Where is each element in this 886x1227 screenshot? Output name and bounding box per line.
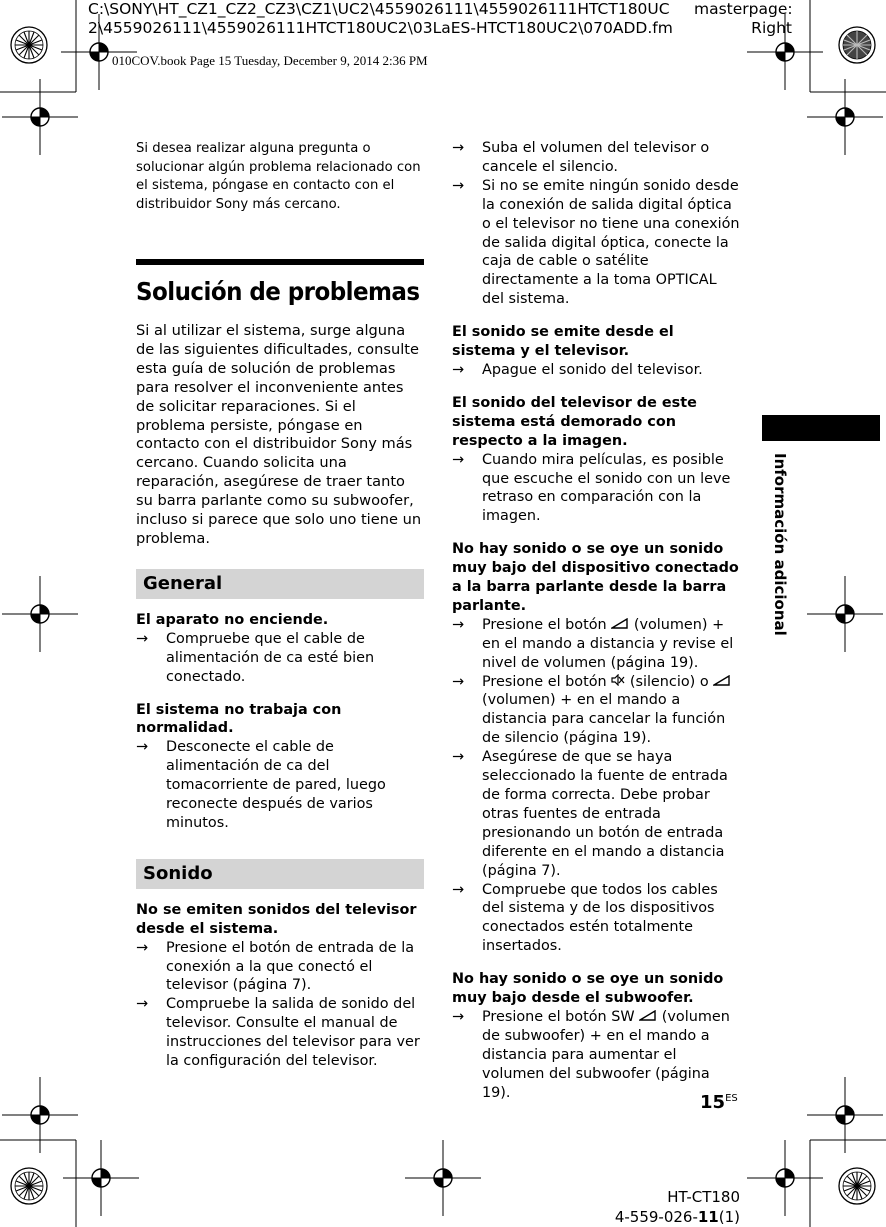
model-code-bold: 11 <box>697 1208 719 1226</box>
masterpage-value: Right <box>751 19 792 37</box>
model-name: HT-CT180 <box>667 1188 740 1206</box>
arrow-icon: → <box>136 996 149 1013</box>
question-heading: El sonido se emite desde el sistema y el televisor. <box>452 324 674 360</box>
file-path-line2: 2\4559026111\4559026111HTCT180UC2\03LaES-HTCT180UC2\070ADD.fm <box>88 19 673 37</box>
left-column <box>136 140 424 1071</box>
section-sonido-heading: Sonido <box>136 859 424 889</box>
answer-text: Compruebe que el cable de alimentación de ca esté bien conectado. <box>166 630 375 685</box>
answer-item <box>136 738 424 833</box>
model-code-pre: 4-559-026- <box>614 1208 698 1226</box>
body-paragraph: Si al utilizar el sistema, surge alguna de las siguientes dificultades, consulte esta guía de solución de problemas para resolver el inconveniente antes de solicitar reparaciones. Si el problema persiste, póngase en contacto con el distribuidor Sony más cercano. Cuando solicita una reparación, asegúrese de traer tanto su barra parlante como su subwoofer, incluso si parece que solo uno tiene un problema. <box>136 322 422 547</box>
arrow-icon: → <box>452 177 465 194</box>
answer-text-post: (volumen) + en el mando a distancia para cancelar la función de silencio (página 19). <box>482 692 726 747</box>
answer-text-post: (volumen) + en el mando a distancia y revise el nivel de volumen (página 19). <box>482 616 734 671</box>
arrow-icon: → <box>136 630 149 647</box>
arrow-icon: → <box>452 881 465 898</box>
arrow-icon: → <box>452 451 465 468</box>
answer-item <box>136 630 424 687</box>
answer-text: Asegúrese de que se haya seleccionado la fuente de entrada de forma correcta. Debe probar otras fuentes de entrada presionando un botón de entrada diferente en el mando a distancia (página 7). <box>482 749 728 879</box>
arrow-icon: → <box>452 140 465 156</box>
volume-icon <box>639 1010 657 1021</box>
page-title: Solución de problemas <box>136 277 420 306</box>
answer-text: Presione el botón de entrada de la conexión a la que conectó el televisor (página 7). <box>166 939 415 994</box>
answer-text-pre: Presione el botón SW <box>482 1008 635 1025</box>
page-language-suffix: ES <box>725 1093 738 1104</box>
arrow-icon: → <box>452 1008 465 1025</box>
answer-item <box>452 139 740 177</box>
answer-text-mid: (silencio) o <box>629 673 709 690</box>
answer-text: Si no se emite ningún sonido desde la conexión de salida digital óptica o el televisor no tiene una conexión de salida digital óptica, conecte la caja de cable o satélite directamente a la toma OPTICAL del sistema. <box>482 177 740 308</box>
answer-text: Suba el volumen del televisor o cancele el silencio. <box>482 140 710 175</box>
section-general-heading: General <box>136 569 424 599</box>
answer-item <box>136 939 424 996</box>
answer-item <box>452 177 740 309</box>
intro-paragraph: Si desea realizar alguna pregunta o solucionar algún problema relacionado con el sistema, póngase en contacto con el distribuidor Sony más cercano. <box>136 141 421 212</box>
question-heading: El aparato no enciende. <box>136 611 329 628</box>
answer-item <box>452 361 740 380</box>
page-number <box>700 1092 738 1113</box>
volume-icon <box>713 675 731 686</box>
question-heading: El sistema no trabaja con normalidad. <box>136 701 342 737</box>
answer-text-pre: Presione el botón <box>482 616 607 633</box>
question-heading: No hay sonido o se oye un sonido muy bajo del dispositivo conectado a la barra parlante desde la barra parlante. <box>452 541 739 614</box>
answer-text: Compruebe que todos los cables del sistema y de los dispositivos conectados estén totalmente insertados. <box>482 881 718 955</box>
answer-item <box>452 451 740 527</box>
arrow-icon: → <box>136 939 149 956</box>
answer-text-post: (volumen de subwoofer) + en el mando a distancia para aumentar el volumen del subwoofer (página 19). <box>482 1008 730 1101</box>
section-tab-marker <box>762 415 880 441</box>
answer-text: Compruebe la salida de sonido del televisor. Consulte el manual de instrucciones del televisor para ver la configuración del televisor. <box>166 996 420 1070</box>
question-heading: No se emiten sonidos del televisor desde el sistema. <box>136 901 417 937</box>
page-number-value: 15 <box>700 1092 726 1113</box>
answer-text: Apague el sonido del televisor. <box>482 361 703 378</box>
answer-item <box>452 673 740 749</box>
masterpage-label: masterpage: <box>694 0 793 18</box>
title-rule <box>136 259 424 265</box>
model-code <box>600 1207 740 1227</box>
file-path-line1: C:\SONY\HT_CZ1_CZ2_CZ3\CZ1\UC2\4559026111\4559026111HTCT180UC <box>88 0 670 18</box>
answer-item <box>452 1008 740 1103</box>
model-code-post: (1) <box>718 1208 740 1226</box>
book-info: 010COV.book Page 15 Tuesday, December 9, 2014 2:36 PM <box>112 53 428 68</box>
answer-text: Cuando mira películas, es posible que escuche el sonido con un leve retraso en comparación con la imagen. <box>482 451 731 525</box>
right-column <box>452 139 740 1103</box>
model-info <box>600 1187 740 1227</box>
answer-text-pre: Presione el botón <box>482 673 607 690</box>
side-section-label <box>770 453 790 653</box>
answer-item <box>452 748 740 880</box>
answer-item <box>136 995 424 1071</box>
side-section-text: Información adicional <box>771 453 789 636</box>
file-path <box>88 0 673 38</box>
arrow-icon: → <box>136 739 149 756</box>
answer-text: Desconecte el cable de alimentación de ca del tomacorriente de pared, luego reconecte después de varios minutos. <box>166 739 386 831</box>
mute-icon <box>611 674 625 686</box>
volume-icon <box>611 618 629 629</box>
arrow-icon: → <box>452 749 465 766</box>
arrow-icon: → <box>452 361 465 378</box>
answer-item <box>452 616 740 673</box>
question-heading: No hay sonido o se oye un sonido muy bajo desde el subwoofer. <box>452 971 724 1007</box>
masterpage-info <box>694 0 792 38</box>
arrow-icon: → <box>452 616 465 633</box>
answer-item <box>452 881 740 957</box>
arrow-icon: → <box>452 673 465 690</box>
question-heading: El sonido del televisor de este sistema está demorado con respecto a la imagen. <box>452 394 697 449</box>
